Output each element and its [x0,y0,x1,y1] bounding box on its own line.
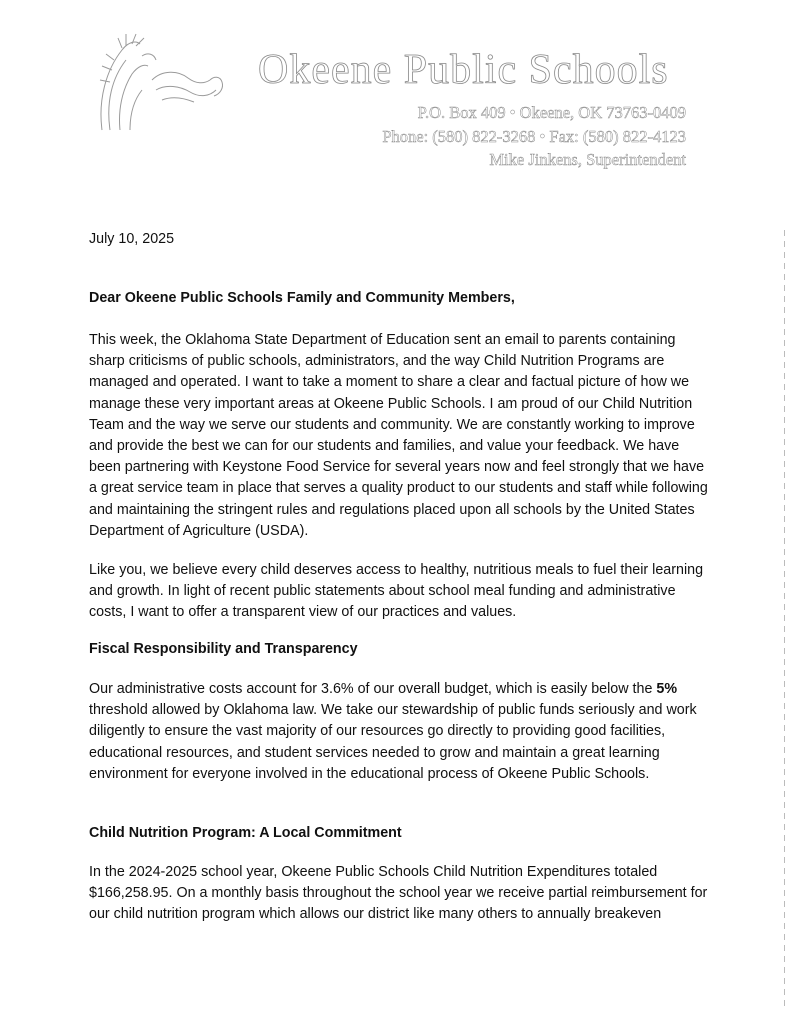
paragraph-text: Like you, we believe every child deserves access to healthy, nutritious meals to fuel their learning and growth. In light of recent public statements about school meal funding and administrative costs, I want to offer a transparent view of our practices and values. [89,562,704,621]
scan-edge-line [784,230,785,1010]
section-heading-fiscal: Fiscal Responsibility and Transparency [89,641,358,657]
paragraph-text: In the 2024-2025 school year, Okeene Public Schools Child Nutrition Expenditures totaled $166,258.95. On a monthly basis throughout the school year we receive partial reimbursement for our child nutrition program which allows our district like many others to annually breakeven [89,864,708,923]
letterhead [0,0,791,180]
paragraph-intro [89,330,711,542]
paragraph-text-part: threshold allowed by Oklahoma law. We take our stewardship of public funds seriously and work diligently to ensure the vast majority of our resources go directly to providing good facilities, educational resources, and student services needed to grow and maintain a great learning environment for everyone involved in the educational process of Okeene Public Schools. [89,702,697,782]
paragraph-belief [89,560,711,624]
school-contact: Phone: (580) 822-3268 • Fax: (580) 822-4123 [382,127,686,146]
school-address: P.O. Box 409 • Okeene, OK 73763-0409 [417,103,686,122]
paragraph-nutrition [89,862,711,926]
superintendent-name: Mike Jinkens, Superintendent [489,150,686,169]
threshold-value: 5% [656,681,678,697]
paragraph-text [89,679,711,785]
letter-date: July 10, 2025 [89,231,175,247]
school-name: Okeene Public Schools [258,47,669,93]
section-heading-nutrition: Child Nutrition Program: A Local Commitment [89,825,402,841]
paragraph-text: This week, the Oklahoma State Department of Education sent an email to parents containing sharp criticisms of public schools, administrators, and the way Child Nutrition Programs are managed and operated. I want to take a moment to share a clear and factual picture of how we manage these very important areas at Okeene Public Schools. I am proud of our Child Nutrition Team and the way we serve our students and community. We are constantly working to improve and provide the best we can for our students and families, and value your feedback. We have been partnering with Keystone Food Service for several years now and feel strongly that we have a great service team in place that serves a quality product to our students and staff while following and maintaining the stringent rules and regulations placed upon all schools by the United States Department of Agriculture (USDA). [89,332,708,539]
paragraph-fiscal [89,679,711,785]
paragraph-text-part: Our administrative costs account for 3.6% of our overall budget, which is easily below the [89,681,657,697]
school-logo [92,30,252,145]
letter-greeting: Dear Okeene Public Schools Family and Community Members, [89,290,515,306]
